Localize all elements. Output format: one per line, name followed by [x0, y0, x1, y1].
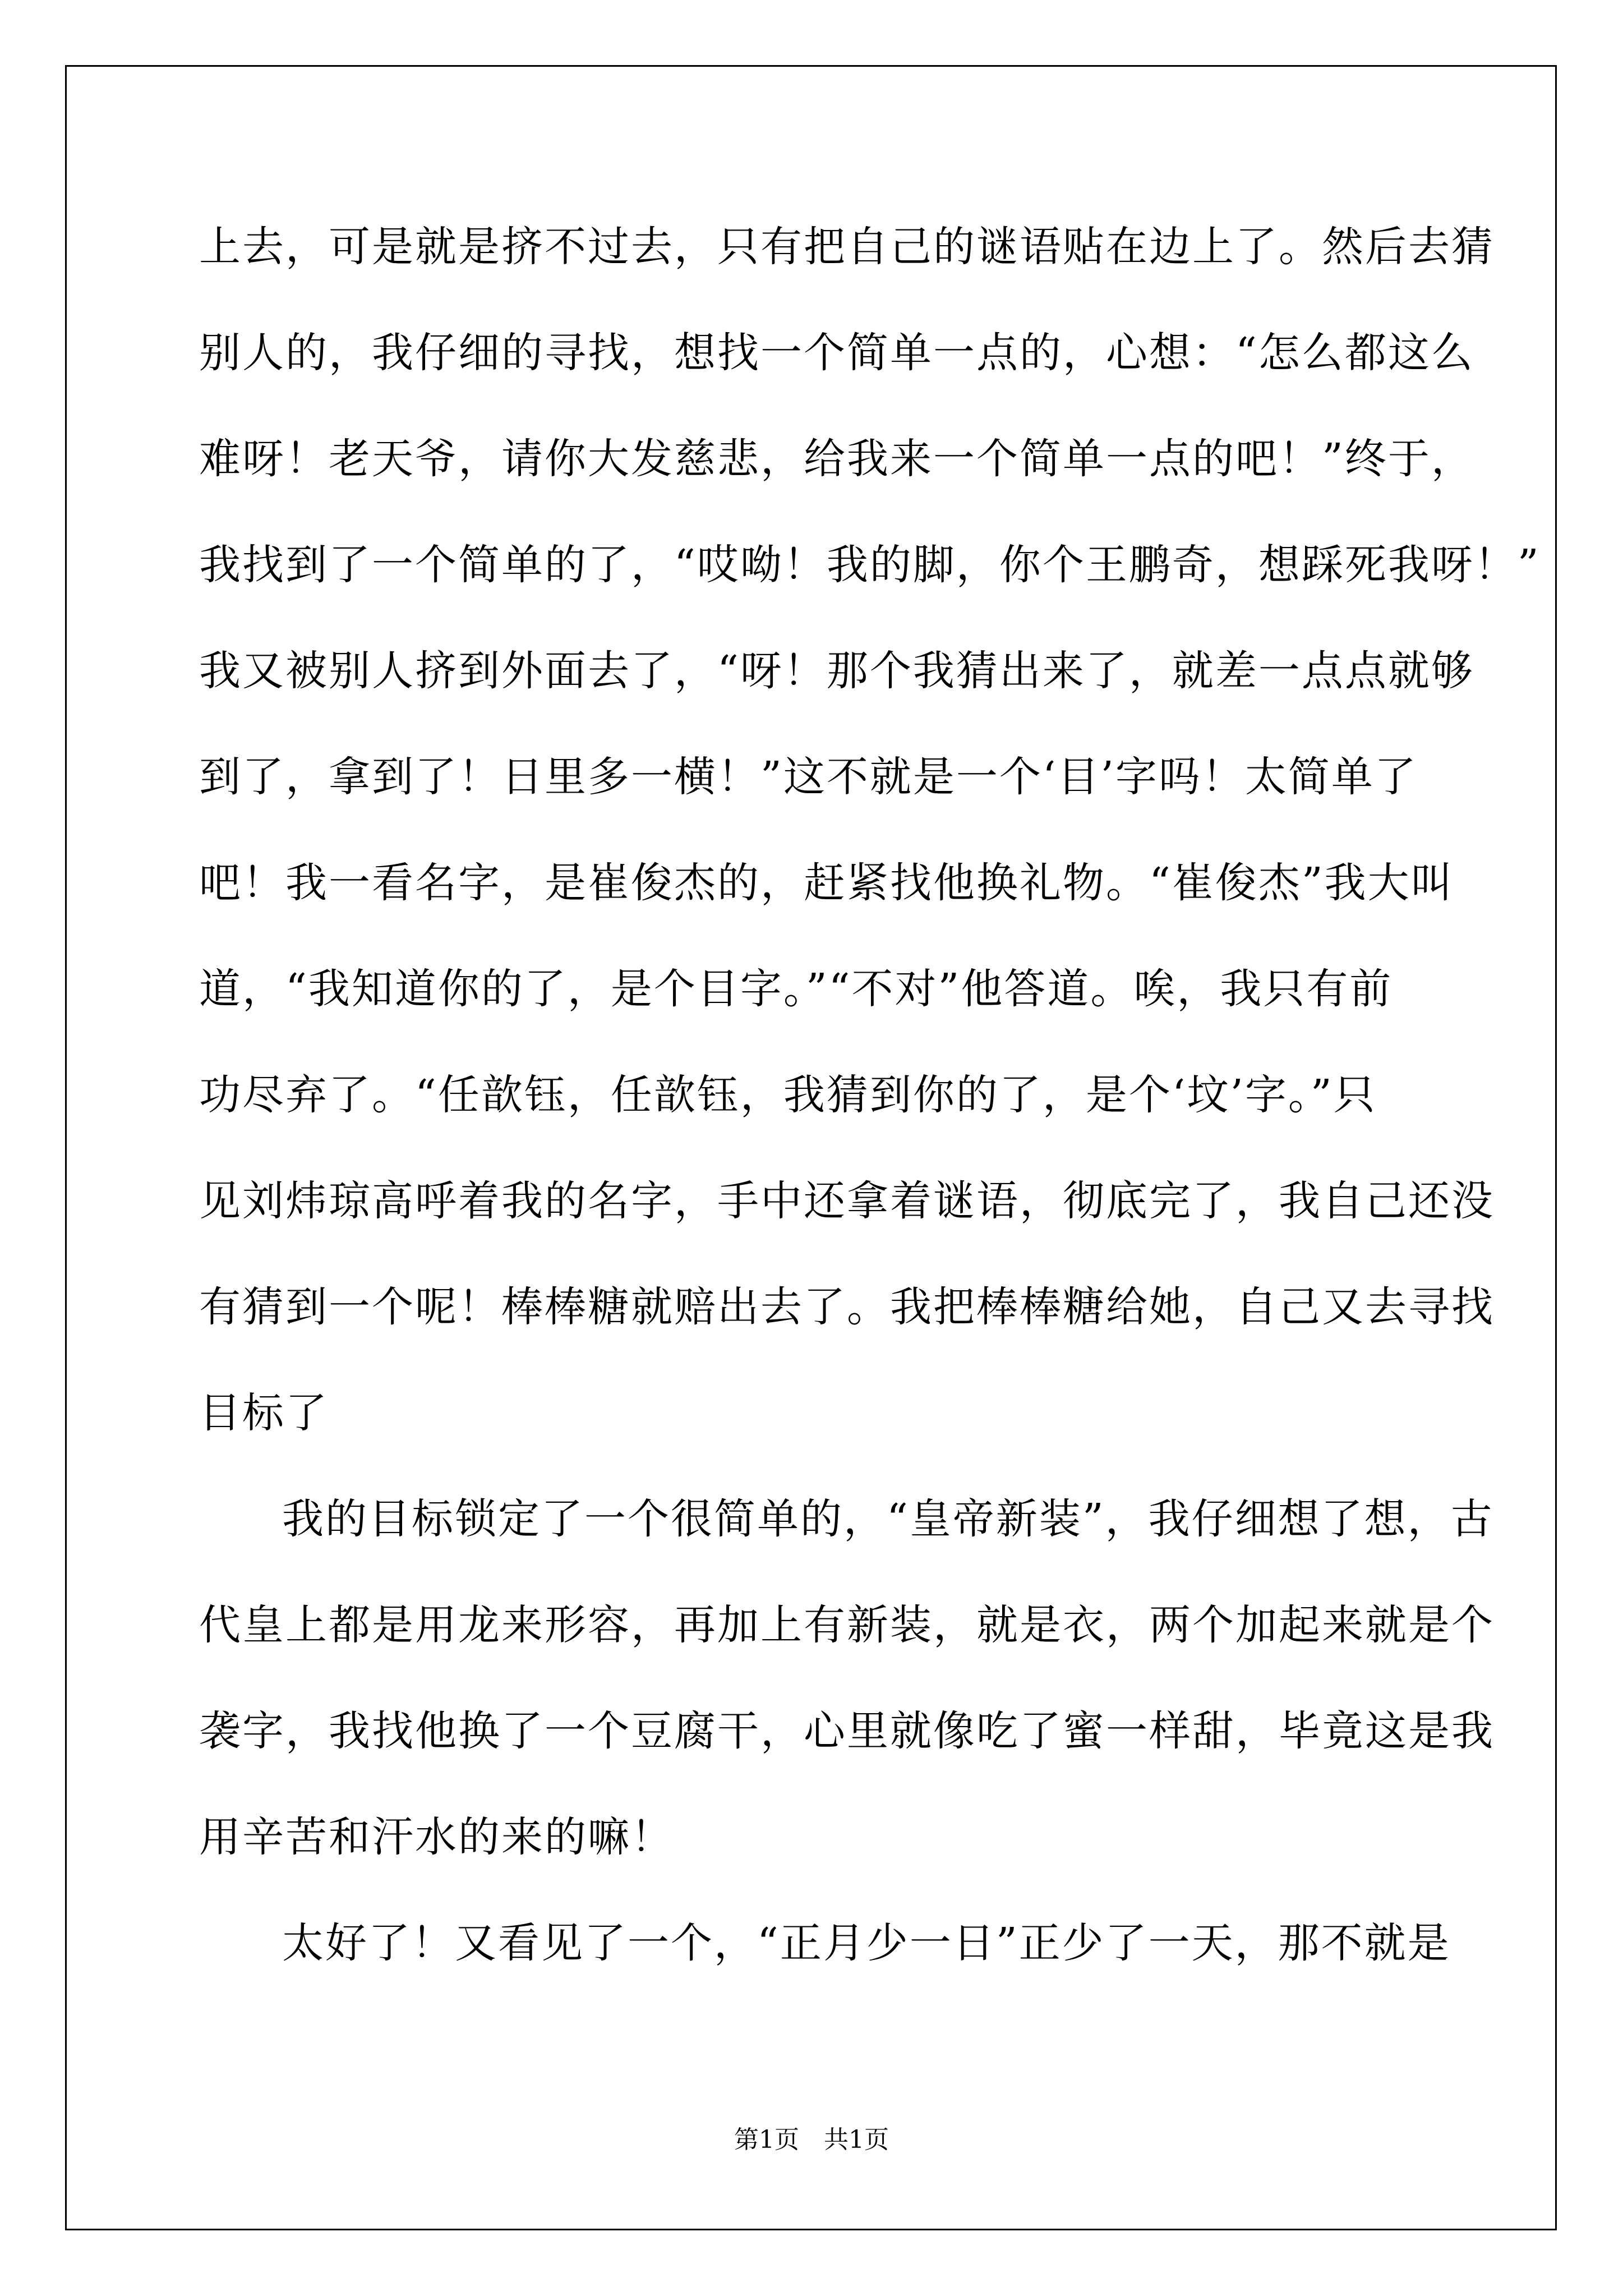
text-line: 有猜到一个呢！棒棒糖就赔出去了。我把棒棒糖给她，自己又去寻找 — [199, 1283, 1495, 1331]
text-line: 上去，可是就是挤不过去，只有把自己的谜语贴在边上了。然后去猜 — [199, 223, 1495, 271]
text-line: 到了，拿到了！日里多一横！”这不就是一个‘目’字吗！太简单了 — [199, 753, 1418, 801]
text-line: 我找到了一个简单的了，“哎呦！我的脚，你个王鹏奇，想踩死我呀！” — [199, 541, 1541, 589]
paragraph-first-line: 我的目标锁定了一个很简单的，“皇帝新装”，我仔细想了想，古 — [282, 1495, 1494, 1543]
text-line: 功尽弃了。“任歆钰，任歆钰，我猜到你的了，是个‘坟’字。”只 — [199, 1071, 1377, 1119]
text-line: 道，“我知道你的了，是个目字。”“不对”他答道。唉，我只有前 — [199, 965, 1393, 1013]
text-line: 别人的，我仔细的寻找，想找一个简单一点的，心想：“怎么都这么 — [199, 329, 1474, 377]
text-line: 吧！我一看名字，是崔俊杰的，赶紧找他换礼物。“崔俊杰”我大叫 — [199, 859, 1454, 907]
text-line: 我又被别人挤到外面去了，“呀！那个我猜出来了，就差一点点就够 — [199, 647, 1474, 695]
page-number-footer: 第1页 共1页 — [734, 2125, 889, 2154]
text-line: 难呀！老天爷，请你大发慈悲，给我来一个简单一点的吧！”终于， — [199, 435, 1474, 483]
text-line: 袭字，我找他换了一个豆腐干，心里就像吃了蜜一样甜，毕竟这是我 — [199, 1707, 1495, 1755]
text-line: 见刘炜琼高呼着我的名字，手中还拿着谜语，彻底完了，我自己还没 — [199, 1177, 1495, 1225]
paragraph-first-line: 太好了！又看见了一个，“正月少一日”正少了一天，那不就是 — [282, 1919, 1451, 1967]
page-border — [65, 65, 1557, 2230]
text-line: 用辛苦和汗水的来的嘛！ — [199, 1813, 674, 1861]
text-line: 代皇上都是用龙来形容，再加上有新装，就是衣，两个加起来就是个 — [199, 1601, 1495, 1649]
text-line: 目标了 — [199, 1389, 329, 1437]
